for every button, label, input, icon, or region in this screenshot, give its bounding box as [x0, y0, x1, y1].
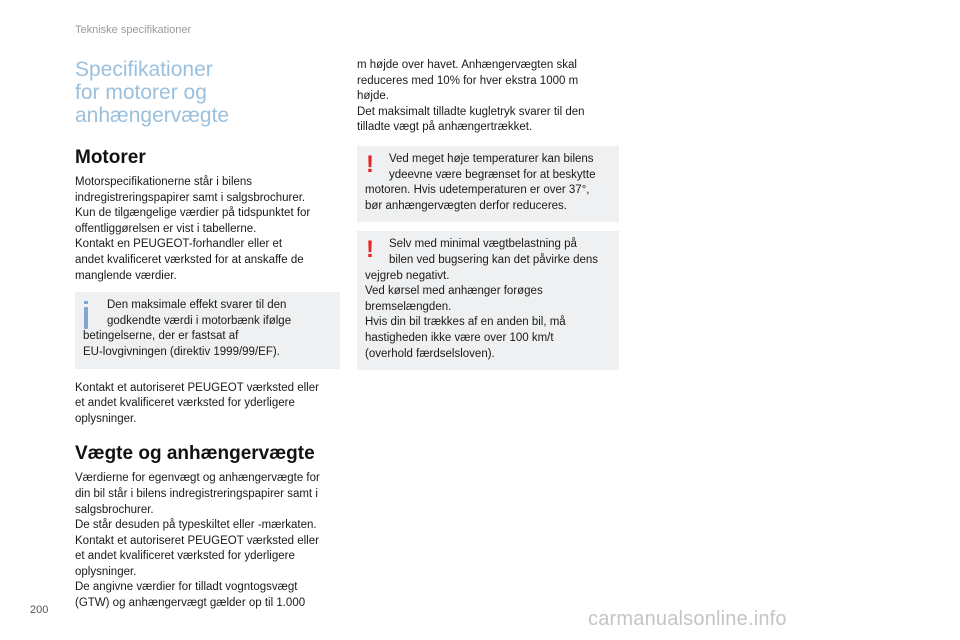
info-note-text: Den maksimale effekt svarer til den godkendte værdi i motorbænk ifølge betingelserne, der er fastsat af EU-lovgivningen (direktiv 1999/99/EF).	[83, 299, 292, 358]
exclamation-icon: !	[366, 150, 374, 178]
weights-heading: Vægte og anhængervægte	[75, 443, 315, 465]
watermark: carmanualsonline.info	[588, 608, 787, 630]
exclamation-icon: !	[366, 236, 374, 264]
motors-heading: Motorer	[75, 147, 146, 168]
weights-paragraph: Værdierne for egenvægt og anhængervægte for din bil står i bilens indregistreringspapirer samt i salgsbrochurer. De står desuden på typeskiltet eller -mærkaten. Kontakt et autoriseret PEUGEOT værksted eller et andet kvalificeret værksted for yderligere oplysninger. De angivne værdier for tilladt vogntogsvægt (GTW) og anhængervægt gælder op til 1.000	[75, 472, 320, 610]
title-line: Specifikationer	[75, 58, 213, 81]
warning-temperature-text: Ved meget høje temperaturer kan bilens ydeevne være begrænset for at beskytte motoren. Hvis udetemperaturen er over 37°, bør anhængervægten derfor reduceres.	[365, 152, 596, 212]
title-line: anhængervægte	[75, 104, 230, 127]
page-number: 200	[30, 604, 49, 616]
info-icon	[84, 301, 88, 329]
motors-paragraph: Motorspecifikationerne står i bilens indregistreringspapirer samt i salgsbrochurer. Kun de tilgængelige værdier på tidspunktet for offentliggørelsen er vist i tabellerne. Kontakt en PEUGEOT-forhandler eller et andet kvalificeret værksted for at anskaffe de manglende værdier.	[75, 176, 311, 282]
warning-temperature	[357, 146, 619, 222]
right-column	[357, 58, 619, 370]
title-line: for motorer og	[75, 81, 207, 104]
contact-paragraph: Kontakt et autoriseret PEUGEOT værksted eller et andet kvalificeret værksted for yderligere oplysninger.	[75, 381, 319, 425]
running-header: Tekniske specifikationer	[75, 24, 192, 36]
page-title	[75, 58, 340, 127]
left-column	[75, 58, 340, 612]
info-note	[75, 292, 340, 368]
warning-towing	[357, 231, 619, 370]
warning-towing-text: Selv med minimal vægtbelastning på bilen ved bugsering kan det påvirke dens vejgreb negativt. Ved kørsel med anhænger forøges bremselængden. Hvis din bil trækkes af en anden bil, må hastigheden ikke være over 100 km/t (overhold færdselsloven).	[365, 238, 599, 360]
altitude-paragraph: m højde over havet. Anhængervægten skal reduceres med 10% for hver ekstra 1000 m højde. Det maksimalt tilladte kugletryk svarer til den tilladte vægt på anhængertrækket.	[357, 59, 585, 134]
